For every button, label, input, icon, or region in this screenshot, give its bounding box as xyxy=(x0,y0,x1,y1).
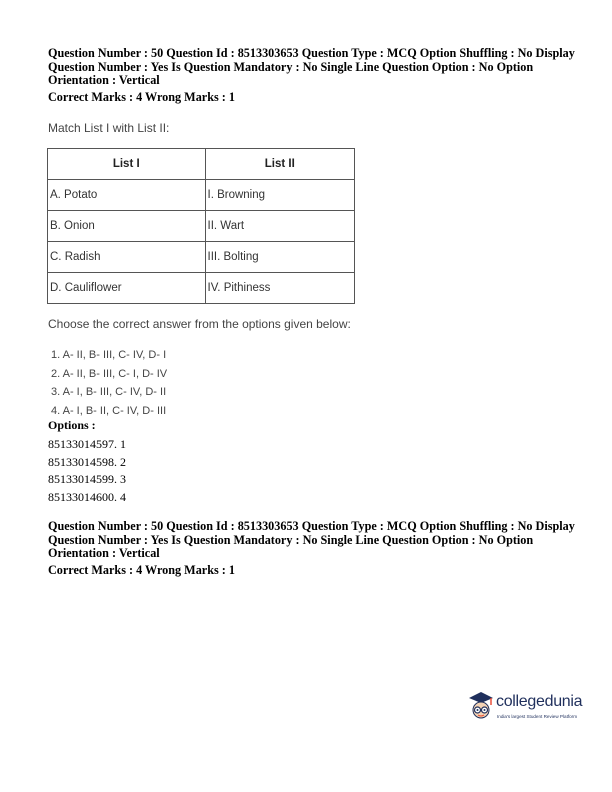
question-instruction: Choose the correct answer from the options given below: xyxy=(48,317,351,331)
table-cell: IV. Pithiness xyxy=(205,273,355,304)
header-line: Question Number : 50 Question Id : 8513303653 Question Type : MCQ Option Shuffling : No Display xyxy=(48,46,575,60)
match-table xyxy=(47,148,355,304)
collegedunia-logo xyxy=(466,689,596,735)
table-row xyxy=(48,242,355,273)
question-header xyxy=(48,47,578,104)
table-row xyxy=(48,211,355,242)
table-cell: B. Onion xyxy=(48,211,206,242)
table-cell: I. Browning xyxy=(205,180,355,211)
list-item: 85133014600. 4 xyxy=(48,489,126,504)
header-line: Orientation : Vertical xyxy=(48,73,160,88)
table-cell: D. Cauliflower xyxy=(48,273,206,304)
marks-line: Correct Marks : 4 Wrong Marks : 1 xyxy=(48,89,235,104)
list-item: 2. A- II, B- III, C- I, D- IV xyxy=(51,367,168,380)
column-header: List I xyxy=(48,149,206,180)
logo-tagline: India's largest Student Review Platform xyxy=(497,714,578,719)
list-item: 3. A- I, B- III, C- IV, D- II xyxy=(51,386,167,399)
graduate-mascot-icon xyxy=(466,689,496,729)
table-row xyxy=(48,180,355,211)
header-line: Question Number : 50 Question Id : 8513303653 Question Type : MCQ Option Shuffling : No Display xyxy=(48,519,575,533)
answer-choices xyxy=(51,346,167,421)
table-cell: II. Wart xyxy=(205,211,355,242)
options-label: Options : xyxy=(48,418,96,432)
question-intro: Match List I with List II: xyxy=(48,121,170,135)
table-cell: III. Bolting xyxy=(205,242,355,273)
table-header-row xyxy=(48,149,355,180)
header-line: Question Number : Yes Is Question Mandatory : No Single Line Question Option : No Option xyxy=(48,532,534,547)
column-header: List II xyxy=(205,149,355,180)
marks-line: Correct Marks : 4 Wrong Marks : 1 xyxy=(48,562,235,577)
table-cell: A. Potato xyxy=(48,180,206,211)
table-cell: C. Radish xyxy=(48,242,206,273)
options-list xyxy=(48,436,126,506)
list-item: 85133014597. 1 xyxy=(48,437,126,451)
header-line: Orientation : Vertical xyxy=(48,546,160,561)
list-item: 4. A- I, B- II, C- IV, D- III xyxy=(51,405,167,418)
list-item: 85133014599. 3 xyxy=(48,472,126,486)
list-item: 1. A- II, B- III, C- IV, D- I xyxy=(51,349,167,361)
table-row xyxy=(48,273,355,304)
question-header xyxy=(48,520,578,577)
header-line: Question Number : Yes Is Question Mandatory : No Single Line Question Option : No Option xyxy=(48,59,534,74)
list-item: 85133014598. 2 xyxy=(48,454,126,469)
logo-wordmark: collegedunia xyxy=(496,693,583,710)
